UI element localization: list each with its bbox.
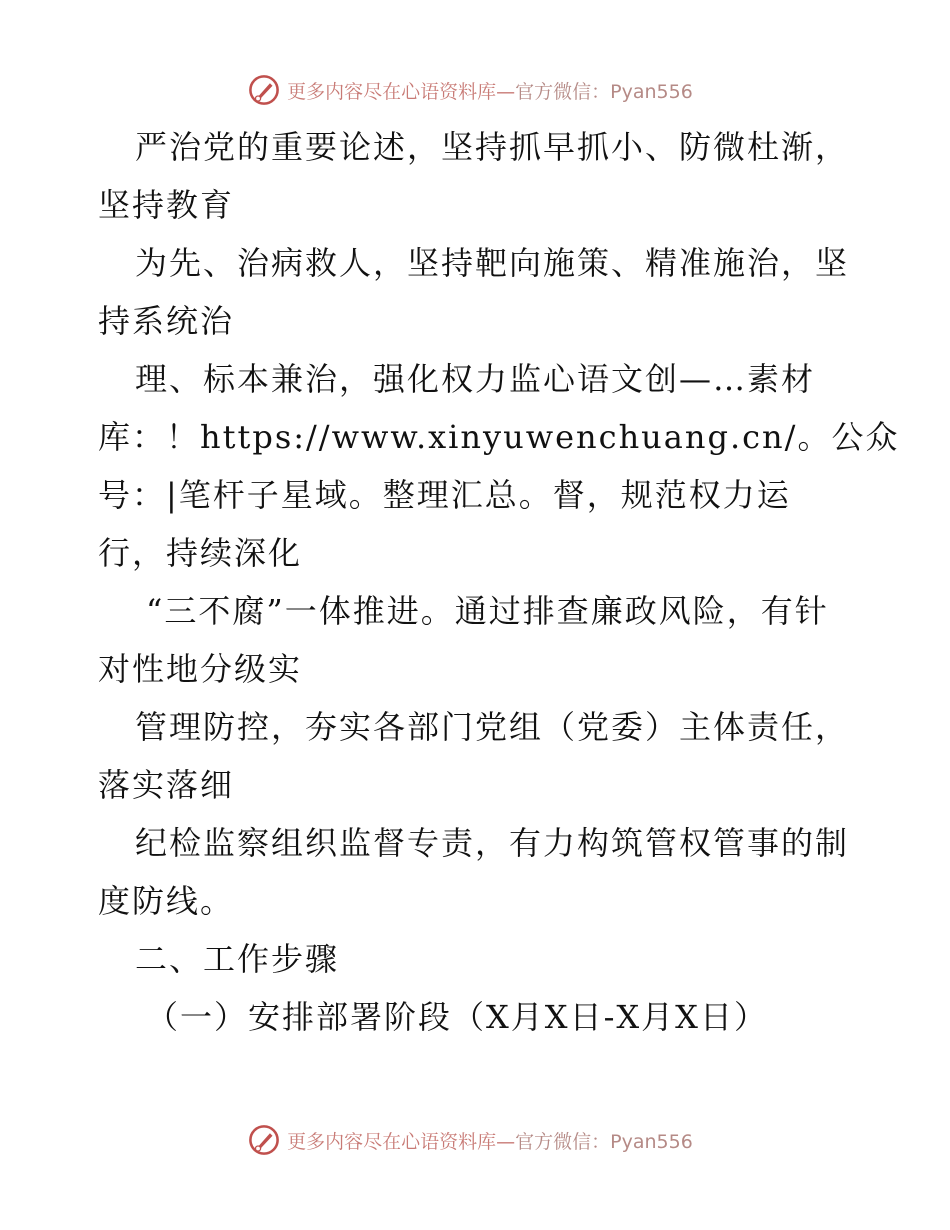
banner-wechat-text: 官方微信：Pyan556 <box>515 1130 693 1153</box>
body-line: 行，持续深化 <box>98 534 303 572</box>
body-line: 理、标本兼治，强化权力监心语文创—…素材 <box>135 360 816 398</box>
page-footer-banner <box>0 1120 950 1160</box>
body-line: 落实落细 <box>98 766 235 804</box>
body-line: 管理防控，夯实各部门党组（党委）主体责任， <box>135 708 850 746</box>
subsection-heading: （一）安排部署阶段（X月X日-X月X日） <box>146 998 768 1036</box>
body-line: 持系统治 <box>98 302 235 340</box>
body-line: 为先、治病救人，坚持靶向施策、精准施治，坚 <box>135 244 850 282</box>
banner-separator: — <box>496 1130 516 1153</box>
page-header-banner <box>0 70 950 110</box>
banner-main-text: 更多内容尽在心语资料库 <box>287 1130 497 1153</box>
banner-wechat-text: 官方微信：Pyan556 <box>515 80 693 103</box>
body-line: “三不腐”一体推进。通过排查廉政风险，有针 <box>146 592 829 630</box>
body-line: 度防线。 <box>98 882 235 920</box>
document-body <box>98 118 900 1046</box>
body-line: 纪检监察组织监督专责，有力构筑管权管事的制 <box>135 824 850 862</box>
header-banner-text <box>287 77 693 104</box>
footer-banner-text <box>287 1127 693 1154</box>
body-line: 坚持教育 <box>98 186 235 224</box>
body-line: 库：！https://www.xinyuwenchuang.cn/。公众 <box>98 418 900 456</box>
section-heading: 二、工作步骤 <box>135 940 340 978</box>
body-line: 对性地分级实 <box>98 650 303 688</box>
body-line: 号：|笔杆子星域。整理汇总。督，规范权力运 <box>98 476 791 514</box>
banner-separator: — <box>496 80 516 103</box>
body-line: 严治党的重要论述，坚持抓早抓小、防微杜渐， <box>135 128 850 166</box>
pen-logo-icon <box>247 1123 281 1157</box>
pen-logo-icon <box>247 73 281 107</box>
banner-main-text: 更多内容尽在心语资料库 <box>287 80 497 103</box>
